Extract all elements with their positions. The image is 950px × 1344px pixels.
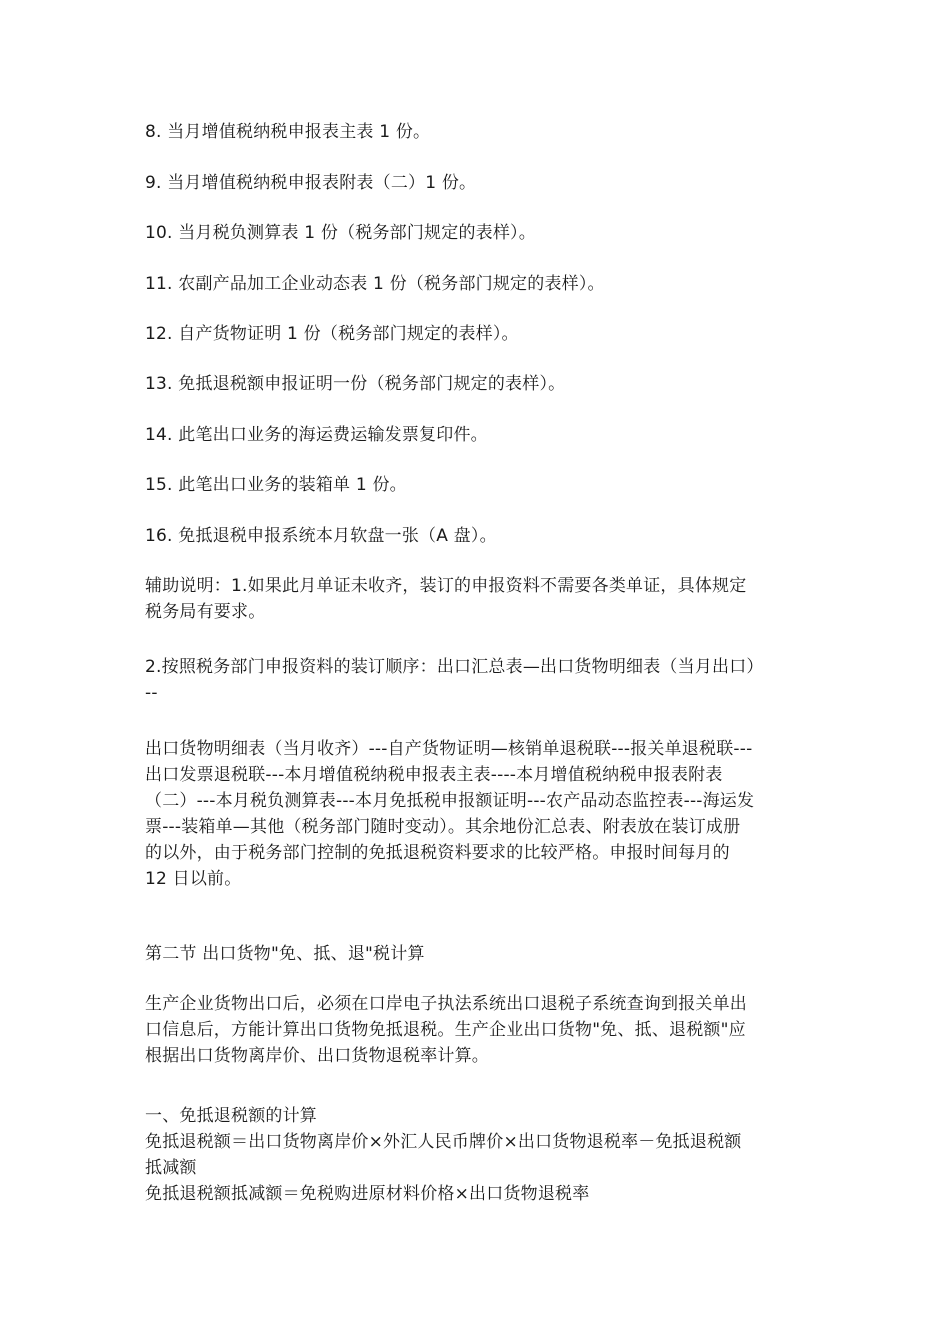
note-line: 辅助说明：1.如果此月单证未收齐，装订的申报资料不需要各类单证，具体规定 xyxy=(145,576,747,596)
binding-cont-line: （二）---本月税负测算表---本月免抵税申报额证明---农产品动态监控表---海运发 xyxy=(145,791,755,811)
calc-formula-line: 免抵退税额＝出口货物离岸价×外汇人民币牌价×出口货物退税率－免抵退税额 xyxy=(145,1132,742,1152)
calc-formula-line: 免抵退税额抵减额＝免税购进原材料价格×出口货物退税率 xyxy=(145,1184,590,1204)
intro-line: 根据出口货物离岸价、出口货物退税率计算。 xyxy=(145,1046,489,1066)
list-item: 9. 当月增值税纳税申报表附表（二）1 份。 xyxy=(145,173,477,193)
binding-cont-line: 出口发票退税联---本月增值税纳税申报表主表----本月增值税纳税申报表附表 xyxy=(145,765,723,785)
list-item: 14. 此笔出口业务的海运费运输发票复印件。 xyxy=(145,425,488,445)
list-item: 16. 免抵退税申报系统本月软盘一张（A 盘）。 xyxy=(145,526,497,546)
section-title: 第二节 出口货物"免、抵、退"税计算 xyxy=(145,944,425,964)
calc-heading: 一、免抵退税额的计算 xyxy=(145,1106,317,1126)
binding-cont-line: 出口货物明细表（当月收齐）---自产货物证明—核销单退税联---报关单退税联--- xyxy=(145,739,753,759)
binding-line: -- xyxy=(145,683,158,703)
list-item: 13. 免抵退税额申报证明一份（税务部门规定的表样）。 xyxy=(145,374,566,394)
intro-line: 生产企业货物出口后，必须在口岸电子执法系统出口退税子系统查询到报关单出 xyxy=(145,994,747,1014)
binding-order-continued xyxy=(145,736,810,892)
list-item: 8. 当月增值税纳税申报表主表 1 份。 xyxy=(145,122,431,142)
list-item: 12. 自产货物证明 1 份（税务部门规定的表样）。 xyxy=(145,324,519,344)
calculation-block xyxy=(145,1103,810,1207)
intro-paragraph xyxy=(145,991,810,1069)
note-line: 税务局有要求。 xyxy=(145,602,266,622)
note-paragraph xyxy=(145,573,810,625)
list-item: 11. 农副产品加工企业动态表 1 份（税务部门规定的表样）。 xyxy=(145,274,605,294)
binding-cont-line: 票---装箱单—其他（税务部门随时变动）。其余地份汇总表、附表放在装订成册 xyxy=(145,817,741,837)
binding-order-paragraph xyxy=(145,654,810,706)
list-item: 10. 当月税负测算表 1 份（税务部门规定的表样）。 xyxy=(145,223,536,243)
binding-cont-line: 12 日以前。 xyxy=(145,869,242,889)
list-item: 15. 此笔出口业务的装箱单 1 份。 xyxy=(145,475,407,495)
binding-cont-line: 的以外，由于税务部门控制的免抵退税资料要求的比较严格。申报时间每月的 xyxy=(145,843,730,863)
calc-formula-line: 抵减额 xyxy=(145,1158,197,1178)
binding-line: 2.按照税务部门申报资料的装订顺序：出口汇总表—出口货物明细表（当月出口） xyxy=(145,657,764,677)
intro-line: 口信息后，方能计算出口货物免抵退税。生产企业出口货物"免、抵、退税额"应 xyxy=(145,1020,746,1040)
